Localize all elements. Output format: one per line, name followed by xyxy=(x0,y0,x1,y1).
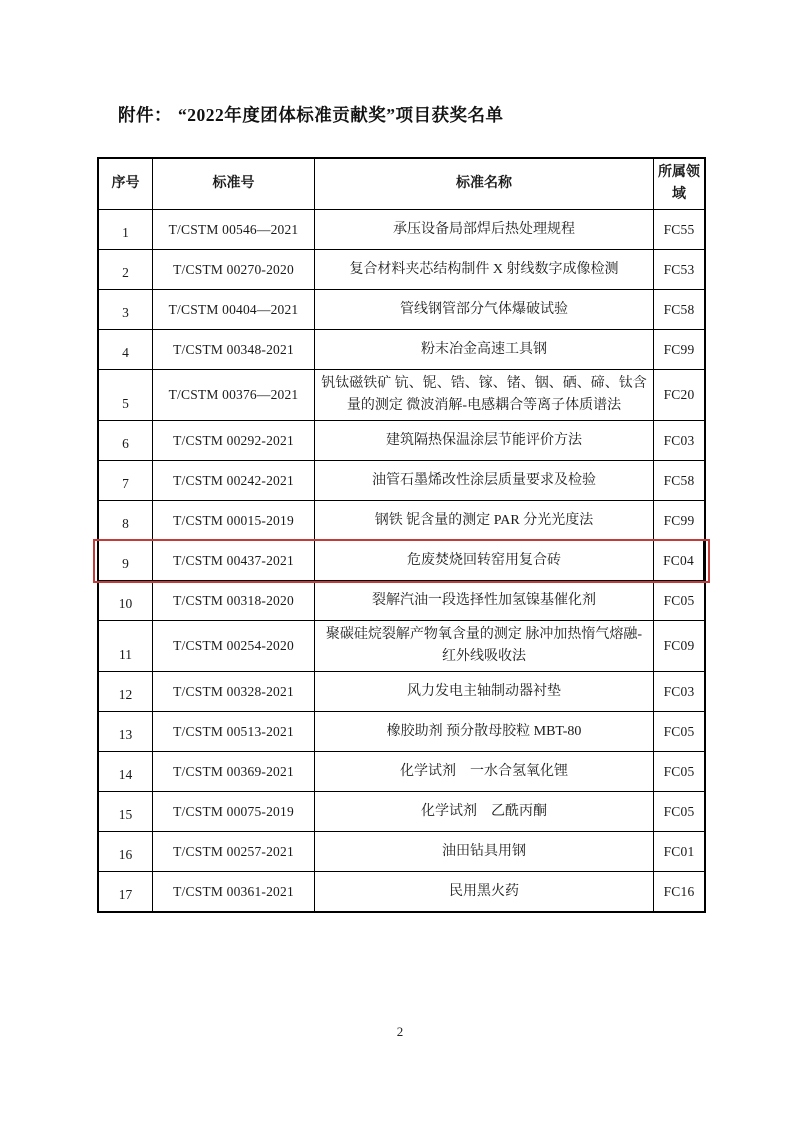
cell-no: 10 xyxy=(99,581,153,620)
cell-standard-no: T/CSTM 00292-2021 xyxy=(153,421,315,460)
cell-field: FC58 xyxy=(663,472,695,488)
table-row xyxy=(99,370,704,421)
cell-field: FC05 xyxy=(663,592,695,608)
table-row xyxy=(99,792,704,832)
cell-standard-no: T/CSTM 00369-2021 xyxy=(153,752,315,791)
cell-standard-no: T/CSTM 00437-2021 xyxy=(153,541,315,580)
header-field: 所属领域 xyxy=(658,165,700,202)
cell-field: FC05 xyxy=(663,723,695,739)
cell-standard-name: 建筑隔热保温涂层节能评价方法 xyxy=(315,421,654,460)
cell-field: FC99 xyxy=(663,512,695,528)
cell-standard-name: 危废焚烧回转窑用复合砖 xyxy=(315,541,654,580)
cell-standard-name: 橡胶助剂 预分散母胶粒 MBT-80 xyxy=(315,712,654,751)
title-text: “2022年度团体标准贡献奖”项目获奖名单 xyxy=(178,105,504,125)
cell-standard-name: 钒钛磁铁矿 钪、铌、锆、镓、锗、铟、硒、碲、钛含量的测定 微波消解-电感耦合等离子体质谱法 xyxy=(315,370,654,420)
cell-no: 12 xyxy=(99,672,153,711)
cell-standard-no: T/CSTM 00404—2021 xyxy=(153,290,315,329)
cell-standard-name: 钢铁 铌含量的测定 PAR 分光光度法 xyxy=(315,501,654,540)
cell-no: 4 xyxy=(99,330,153,369)
cell-field: FC58 xyxy=(663,301,695,317)
cell-standard-name: 油管石墨烯改性涂层质量要求及检验 xyxy=(315,461,654,500)
table-row xyxy=(99,581,704,621)
table-row xyxy=(99,250,704,290)
cell-no: 6 xyxy=(99,421,153,460)
cell-standard-no: T/CSTM 00254-2020 xyxy=(153,621,315,671)
cell-no: 13 xyxy=(99,712,153,751)
cell-standard-no: T/CSTM 00328-2021 xyxy=(153,672,315,711)
cell-no: 15 xyxy=(99,792,153,831)
table-row xyxy=(99,712,704,752)
cell-standard-name: 管线钢管部分气体爆破试验 xyxy=(315,290,654,329)
page-number: 2 xyxy=(396,1024,404,1039)
cell-no: 3 xyxy=(99,290,153,329)
cell-standard-no: T/CSTM 00270-2020 xyxy=(153,250,315,289)
cell-field: FC53 xyxy=(663,261,695,277)
cell-standard-no: T/CSTM 00075-2019 xyxy=(153,792,315,831)
cell-field: FC01 xyxy=(663,843,695,859)
table-row xyxy=(99,832,704,872)
cell-field: FC05 xyxy=(663,763,695,779)
standards-table xyxy=(97,157,706,913)
cell-standard-no: T/CSTM 00361-2021 xyxy=(153,872,315,911)
header-standard-name: 标准名称 xyxy=(315,159,654,209)
table-row xyxy=(99,290,704,330)
table-row xyxy=(99,461,704,501)
table-row xyxy=(99,872,704,911)
cell-no: 9 xyxy=(99,541,153,580)
cell-standard-name: 风力发电主轴制动器衬垫 xyxy=(315,672,654,711)
cell-field: FC99 xyxy=(663,341,695,357)
cell-standard-no: T/CSTM 00015-2019 xyxy=(153,501,315,540)
cell-standard-name: 化学试剂 乙酰丙酮 xyxy=(315,792,654,831)
table-row xyxy=(99,752,704,792)
cell-field: FC04 xyxy=(654,541,704,580)
table-row xyxy=(99,330,704,370)
cell-no: 7 xyxy=(99,461,153,500)
attachment-label: 附件： xyxy=(118,105,172,125)
cell-standard-name: 聚碳硅烷裂解产物氧含量的测定 脉冲加热惰气熔融-红外线吸收法 xyxy=(315,621,654,671)
cell-standard-name: 承压设备局部焊后热处理规程 xyxy=(315,210,654,249)
cell-standard-no: T/CSTM 00348-2021 xyxy=(153,330,315,369)
cell-standard-no: T/CSTM 00257-2021 xyxy=(153,832,315,871)
cell-field: FC03 xyxy=(663,432,695,448)
cell-field: FC55 xyxy=(663,221,695,237)
cell-standard-no: T/CSTM 00376—2021 xyxy=(153,370,315,420)
cell-standard-name: 裂解汽油一段选择性加氢镍基催化剂 xyxy=(315,581,654,620)
table-row xyxy=(99,421,704,461)
cell-field: FC09 xyxy=(663,638,695,653)
cell-no: 11 xyxy=(99,621,153,671)
cell-field: FC03 xyxy=(663,683,695,699)
cell-field: FC05 xyxy=(663,803,695,819)
cell-standard-no: T/CSTM 00318-2020 xyxy=(153,581,315,620)
cell-no: 2 xyxy=(99,250,153,289)
cell-no: 16 xyxy=(99,832,153,871)
table-row xyxy=(99,541,704,581)
cell-field: FC16 xyxy=(663,883,695,899)
page-title xyxy=(118,102,504,127)
table-row xyxy=(99,672,704,712)
cell-standard-no: T/CSTM 00546—2021 xyxy=(153,210,315,249)
cell-no: 1 xyxy=(99,210,153,249)
table-row xyxy=(99,210,704,250)
cell-no: 17 xyxy=(99,872,153,911)
cell-standard-name: 粉末冶金高速工具钢 xyxy=(315,330,654,369)
header-no: 序号 xyxy=(99,159,153,209)
table-row xyxy=(99,621,704,672)
cell-standard-name: 民用黑火药 xyxy=(315,872,654,911)
table-header-row xyxy=(99,159,704,210)
cell-standard-name: 复合材料夹芯结构制件 X 射线数字成像检测 xyxy=(315,250,654,289)
table-row xyxy=(99,501,704,541)
cell-standard-name: 油田钻具用钢 xyxy=(315,832,654,871)
cell-standard-name: 化学试剂 一水合氢氧化锂 xyxy=(315,752,654,791)
cell-no: 14 xyxy=(99,752,153,791)
cell-no: 5 xyxy=(99,370,153,420)
cell-standard-no: T/CSTM 00513-2021 xyxy=(153,712,315,751)
header-standard-no: 标准号 xyxy=(153,159,315,209)
cell-standard-no: T/CSTM 00242-2021 xyxy=(153,461,315,500)
cell-field: FC20 xyxy=(663,387,695,402)
cell-no: 8 xyxy=(99,501,153,540)
